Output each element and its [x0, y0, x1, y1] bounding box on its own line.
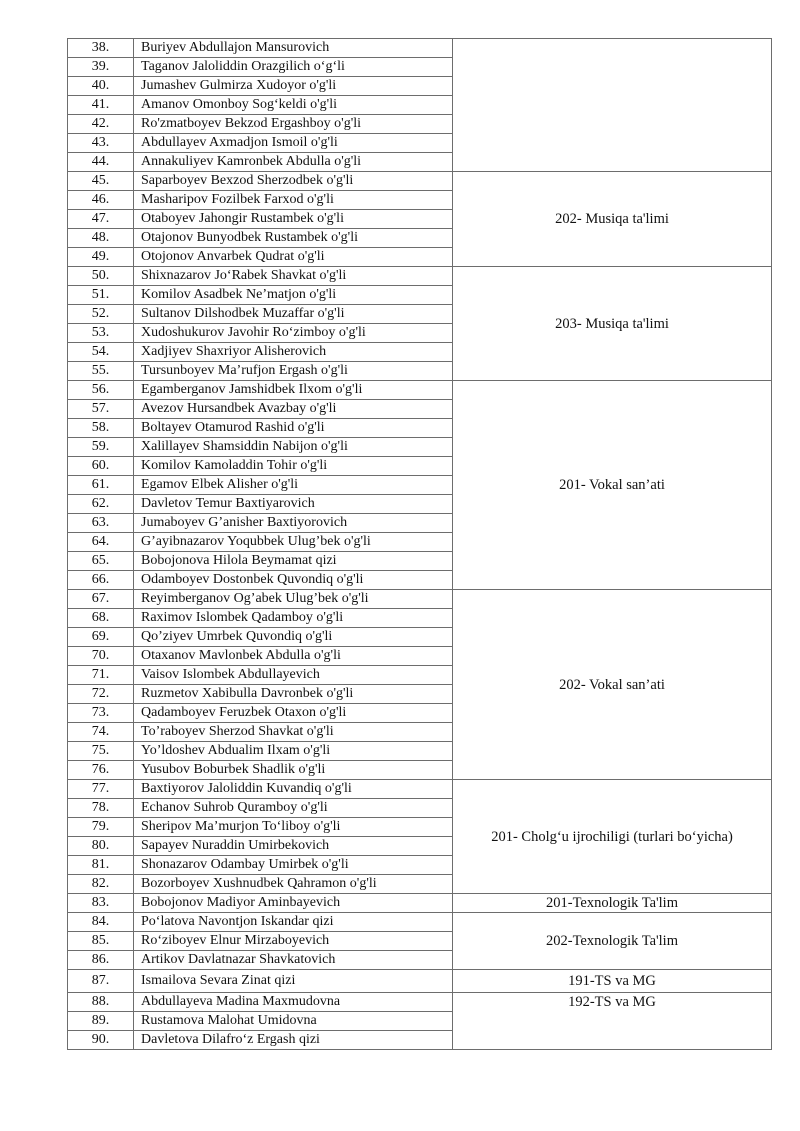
student-name: Reyimberganov Og’abek Ulug’bek o'g'li: [134, 590, 453, 609]
row-number: 82.: [68, 875, 134, 894]
student-name: Odamboyev Dostonbek Quvondiq o'g'li: [134, 571, 453, 590]
student-name: Raximov Islombek Qadamboy o'g'li: [134, 609, 453, 628]
row-number: 40.: [68, 77, 134, 96]
student-name: Bozorboyev Xushnudbek Qahramon o'g'li: [134, 875, 453, 894]
student-name: Po‘latova Navontjon Iskandar qizi: [134, 913, 453, 932]
row-number: 90.: [68, 1031, 134, 1050]
student-name: Vaisov Islombek Abdullayevich: [134, 666, 453, 685]
student-name: Xudoshukurov Javohir Ro‘zimboy o'g'li: [134, 324, 453, 343]
row-number: 89.: [68, 1012, 134, 1031]
row-number: 49.: [68, 248, 134, 267]
row-number: 41.: [68, 96, 134, 115]
group-cell: 203- Musiqa ta'limi: [453, 267, 772, 381]
row-number: 67.: [68, 590, 134, 609]
row-number: 76.: [68, 761, 134, 780]
student-name: Otajonov Bunyodbek Rustambek o'g'li: [134, 229, 453, 248]
row-number: 52.: [68, 305, 134, 324]
student-name: Ro'zmatboyev Bekzod Ergashboy o'g'li: [134, 115, 453, 134]
row-number: 50.: [68, 267, 134, 286]
student-name: Otaxanov Mavlonbek Abdulla o'g'li: [134, 647, 453, 666]
student-name: Komilov Kamoladdin Tohir o'g'li: [134, 457, 453, 476]
row-number: 81.: [68, 856, 134, 875]
group-cell: [453, 39, 772, 172]
row-number: 62.: [68, 495, 134, 514]
row-number: 66.: [68, 571, 134, 590]
row-number: 44.: [68, 153, 134, 172]
table-row: [68, 172, 772, 191]
row-number: 80.: [68, 837, 134, 856]
row-number: 85.: [68, 932, 134, 951]
student-name: Masharipov Fozilbek Farxod o'g'li: [134, 191, 453, 210]
student-name: Baxtiyorov Jaloliddin Kuvandiq o'g'li: [134, 780, 453, 799]
row-number: 39.: [68, 58, 134, 77]
student-name: Qo’ziyev Umrbek Quvondiq o'g'li: [134, 628, 453, 647]
row-number: 43.: [68, 134, 134, 153]
student-name: Qadamboyev Feruzbek Otaxon o'g'li: [134, 704, 453, 723]
row-number: 51.: [68, 286, 134, 305]
student-name: Sultanov Dilshodbek Muzaffar o'g'li: [134, 305, 453, 324]
table-row: [68, 970, 772, 993]
row-number: 71.: [68, 666, 134, 685]
student-name: Otaboyev Jahongir Rustambek o'g'li: [134, 210, 453, 229]
row-number: 61.: [68, 476, 134, 495]
row-number: 38.: [68, 39, 134, 58]
student-name: Saparboyev Bexzod Sherzodbek o'g'li: [134, 172, 453, 191]
student-name: Amanov Omonboy Sog‘keldi o'g'li: [134, 96, 453, 115]
row-number: 56.: [68, 381, 134, 400]
table-row: [68, 590, 772, 609]
row-number: 57.: [68, 400, 134, 419]
student-name: Komilov Asadbek Ne’matjon o'g'li: [134, 286, 453, 305]
student-name: Egamov Elbek Alisher o'g'li: [134, 476, 453, 495]
student-name: Sheripov Ma’murjon To‘liboy o'g'li: [134, 818, 453, 837]
row-number: 60.: [68, 457, 134, 476]
group-cell: 201- Vokal san’ati: [453, 381, 772, 590]
row-number: 46.: [68, 191, 134, 210]
row-number: 75.: [68, 742, 134, 761]
student-name: Boltayev Otamurod Rashid o'g'li: [134, 419, 453, 438]
row-number: 47.: [68, 210, 134, 229]
student-name: Otojonov Anvarbek Qudrat o'g'li: [134, 248, 453, 267]
student-name: Davletova Dilafro‘z Ergash qizi: [134, 1031, 453, 1050]
row-number: 73.: [68, 704, 134, 723]
row-number: 55.: [68, 362, 134, 381]
row-number: 63.: [68, 514, 134, 533]
group-cell: 191-TS va MG: [453, 970, 772, 993]
student-name: G’ayibnazarov Yoqubbek Ulug’bek o'g'li: [134, 533, 453, 552]
student-name: Avezov Hursandbek Avazbay o'g'li: [134, 400, 453, 419]
student-name: Shixnazarov Jo‘Rabek Shavkat o'g'li: [134, 267, 453, 286]
row-number: 83.: [68, 894, 134, 913]
row-number: 87.: [68, 970, 134, 993]
student-list-table: [67, 38, 772, 1050]
row-number: 86.: [68, 951, 134, 970]
group-cell: 202-Texnologik Ta'lim: [453, 913, 772, 970]
row-number: 88.: [68, 993, 134, 1012]
table-row: [68, 39, 772, 58]
group-cell: 201- Cholg‘u ijrochiligi (turlari bo‘yicha): [453, 780, 772, 894]
student-name: Jumashev Gulmirza Xudoyor o'g'li: [134, 77, 453, 96]
student-name: Jumaboyev G’anisher Baxtiyorovich: [134, 514, 453, 533]
row-number: 77.: [68, 780, 134, 799]
row-number: 58.: [68, 419, 134, 438]
student-name: Annakuliyev Kamronbek Abdulla o'g'li: [134, 153, 453, 172]
student-name: Abdullayeva Madina Maxmudovna: [134, 993, 453, 1012]
student-name: Sapayev Nuraddin Umirbekovich: [134, 837, 453, 856]
row-number: 42.: [68, 115, 134, 134]
student-name: Xalillayev Shamsiddin Nabijon o'g'li: [134, 438, 453, 457]
row-number: 53.: [68, 324, 134, 343]
row-number: 65.: [68, 552, 134, 571]
student-name: Ro‘ziboyev Elnur Mirzaboyevich: [134, 932, 453, 951]
row-number: 59.: [68, 438, 134, 457]
table-row: [68, 381, 772, 400]
student-name: Bobojonov Madiyor Aminbayevich: [134, 894, 453, 913]
table-row: [68, 993, 772, 1012]
student-name: Xadjiyev Shaxriyor Alisherovich: [134, 343, 453, 362]
row-number: 64.: [68, 533, 134, 552]
student-name: Davletov Temur Baxtiyarovich: [134, 495, 453, 514]
student-name: Shonazarov Odambay Umirbek o'g'li: [134, 856, 453, 875]
student-name: To’raboyev Sherzod Shavkat o'g'li: [134, 723, 453, 742]
row-number: 78.: [68, 799, 134, 818]
table-row: [68, 780, 772, 799]
student-name: Abdullayev Axmadjon Ismoil o'g'li: [134, 134, 453, 153]
row-number: 48.: [68, 229, 134, 248]
group-cell: 201-Texnologik Ta'lim: [453, 894, 772, 913]
student-name: Rustamova Malohat Umidovna: [134, 1012, 453, 1031]
student-name: Egamberganov Jamshidbek Ilxom o'g'li: [134, 381, 453, 400]
student-name: Tursunboyev Ma’rufjon Ergash o'g'li: [134, 362, 453, 381]
student-name: Buriyev Abdullajon Mansurovich: [134, 39, 453, 58]
row-number: 54.: [68, 343, 134, 362]
group-cell: 202- Vokal san’ati: [453, 590, 772, 780]
row-number: 45.: [68, 172, 134, 191]
table-row: [68, 913, 772, 932]
student-name: Echanov Suhrob Quramboy o'g'li: [134, 799, 453, 818]
row-number: 74.: [68, 723, 134, 742]
student-name: Taganov Jaloliddin Orazgilich o‘g‘li: [134, 58, 453, 77]
row-number: 72.: [68, 685, 134, 704]
student-name: Yo’ldoshev Abdualim Ilxam o'g'li: [134, 742, 453, 761]
group-cell: 192-TS va MG: [453, 993, 772, 1050]
row-number: 68.: [68, 609, 134, 628]
row-number: 79.: [68, 818, 134, 837]
table-row: [68, 894, 772, 913]
student-name: Bobojonova Hilola Beymamat qizi: [134, 552, 453, 571]
student-name: Ruzmetov Xabibulla Davronbek o'g'li: [134, 685, 453, 704]
row-number: 69.: [68, 628, 134, 647]
student-name: Ismailova Sevara Zinat qizi: [134, 970, 453, 993]
row-number: 70.: [68, 647, 134, 666]
student-name: Artikov Davlatnazar Shavkatovich: [134, 951, 453, 970]
student-name: Yusubov Boburbek Shadlik o'g'li: [134, 761, 453, 780]
row-number: 84.: [68, 913, 134, 932]
group-cell: 202- Musiqa ta'limi: [453, 172, 772, 267]
table-row: [68, 267, 772, 286]
